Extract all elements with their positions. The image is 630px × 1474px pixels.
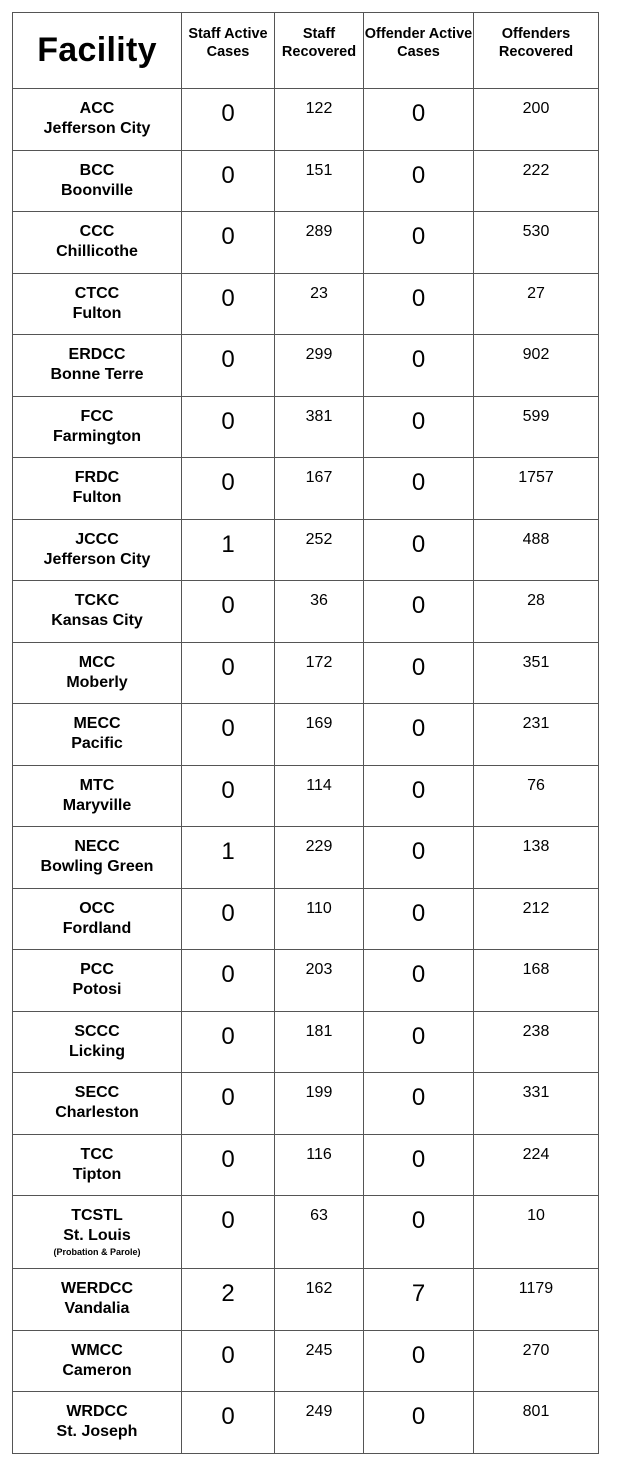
facility-cell [13, 704, 182, 766]
staff-recovered-cell: 229 [275, 827, 364, 889]
staff-recovered-cell: 23 [275, 273, 364, 335]
offenders-recovered-cell: 599 [474, 396, 599, 458]
staff-active-cases-cell: 0 [182, 1073, 275, 1135]
staff-recovered-cell: 169 [275, 704, 364, 766]
staff-active-cases-cell: 0 [182, 335, 275, 397]
table-row [13, 1392, 599, 1454]
facility-code: CCC [79, 223, 115, 240]
offenders-recovered-cell: 200 [474, 89, 599, 151]
offenders-recovered-cell: 28 [474, 581, 599, 643]
offender-active-cases-cell: 0 [364, 765, 474, 827]
offenders-recovered-cell: 488 [474, 519, 599, 581]
header-facility: Facility [13, 13, 182, 89]
facility-cell [13, 888, 182, 950]
staff-recovered-cell: 252 [275, 519, 364, 581]
facility-code: ERDCC [68, 346, 126, 363]
offender-active-cases-cell: 0 [364, 827, 474, 889]
facility-city: Licking [68, 1042, 125, 1060]
staff-recovered-cell: 63 [275, 1196, 364, 1269]
offender-active-cases-cell: 0 [364, 1073, 474, 1135]
facility-cell [13, 519, 182, 581]
facility-code: MECC [73, 715, 121, 732]
table-row [13, 950, 599, 1012]
facility-code: TCC [80, 1145, 114, 1163]
header-offenders-recovered-label: Offenders Recovered [498, 26, 574, 60]
facility-city: Bowling Green [40, 858, 154, 875]
header-staff-active-label: Staff Active Cases [188, 26, 268, 60]
offender-active-cases-cell: 7 [364, 1269, 474, 1331]
table-row [13, 519, 599, 581]
staff-recovered-cell: 203 [275, 950, 364, 1012]
staff-active-cases-cell: 0 [182, 765, 275, 827]
facility-city: Bonne Terre [50, 366, 144, 383]
header-offenders-recovered [474, 13, 599, 89]
staff-recovered-cell: 162 [275, 1269, 364, 1331]
staff-recovered-cell: 122 [275, 89, 364, 151]
facility-code: TCSTL [71, 1207, 123, 1224]
staff-active-cases-cell: 0 [182, 89, 275, 151]
offenders-recovered-cell: 212 [474, 888, 599, 950]
staff-active-cases-cell: 0 [182, 1196, 275, 1269]
facility-city: Jefferson City [43, 120, 151, 137]
staff-active-cases-cell: 0 [182, 212, 275, 274]
offender-active-cases-cell: 0 [364, 273, 474, 335]
staff-recovered-cell: 181 [275, 1011, 364, 1073]
facility-city: St. Louis [63, 1227, 131, 1244]
staff-recovered-cell: 116 [275, 1134, 364, 1196]
facility-code: JCCC [75, 530, 119, 548]
facility-cell [13, 1196, 182, 1269]
table-row [13, 1011, 599, 1073]
table-row [13, 89, 599, 151]
table-row [13, 642, 599, 704]
staff-recovered-cell: 36 [275, 581, 364, 643]
facility-cell [13, 212, 182, 274]
staff-active-cases-cell: 0 [182, 273, 275, 335]
facility-code: ACC [79, 100, 115, 117]
facility-code: TCKC [74, 592, 120, 609]
offenders-recovered-cell: 231 [474, 704, 599, 766]
offenders-recovered-cell: 222 [474, 150, 599, 212]
facility-code: CTCC [74, 284, 120, 302]
offender-active-cases-cell: 0 [364, 642, 474, 704]
staff-active-cases-cell: 0 [182, 704, 275, 766]
offender-active-cases-cell: 0 [364, 1330, 474, 1392]
table-row [13, 827, 599, 889]
staff-recovered-cell: 289 [275, 212, 364, 274]
facility-city: Moberly [66, 673, 128, 691]
offender-active-cases-cell: 0 [364, 458, 474, 520]
offenders-recovered-cell: 27 [474, 273, 599, 335]
facility-city: Potosi [72, 981, 122, 998]
table-row [13, 396, 599, 458]
facility-cell [13, 765, 182, 827]
offenders-recovered-cell: 270 [474, 1330, 599, 1392]
table-body [13, 89, 599, 1454]
facility-cell [13, 1392, 182, 1454]
facility-city: Jefferson City [43, 550, 151, 568]
table-row [13, 1269, 599, 1331]
table-row [13, 212, 599, 274]
offender-active-cases-cell: 0 [364, 888, 474, 950]
facility-code: BCC [79, 161, 115, 179]
table-row [13, 335, 599, 397]
facility-cell [13, 458, 182, 520]
facility-code: OCC [79, 899, 115, 917]
offender-active-cases-cell: 0 [364, 581, 474, 643]
facility-cell [13, 396, 182, 458]
facility-city: Fulton [72, 489, 122, 506]
facility-code: FRDC [74, 469, 120, 486]
facility-city: Fulton [72, 304, 122, 322]
facility-cell [13, 273, 182, 335]
staff-active-cases-cell: 0 [182, 581, 275, 643]
facility-city: Maryville [62, 796, 132, 814]
offender-active-cases-cell: 0 [364, 950, 474, 1012]
table-row [13, 1073, 599, 1135]
offenders-recovered-cell: 1179 [474, 1269, 599, 1331]
offender-active-cases-cell: 0 [364, 89, 474, 151]
facility-city: St. Joseph [56, 1423, 138, 1440]
facility-city: Cameron [62, 1361, 132, 1379]
facility-code: SECC [74, 1084, 120, 1101]
facility-cell [13, 1011, 182, 1073]
staff-active-cases-cell: 0 [182, 1011, 275, 1073]
header-staff-active-cases [182, 13, 275, 89]
staff-active-cases-cell: 0 [182, 642, 275, 704]
offender-active-cases-cell: 0 [364, 1134, 474, 1196]
offender-active-cases-cell: 0 [364, 1392, 474, 1454]
facility-code: WMCC [71, 1341, 123, 1359]
staff-recovered-cell: 381 [275, 396, 364, 458]
table-row [13, 581, 599, 643]
staff-active-cases-cell: 0 [182, 1330, 275, 1392]
facility-code: WRDCC [66, 1403, 128, 1420]
staff-recovered-cell: 245 [275, 1330, 364, 1392]
facility-city: Pacific [71, 735, 123, 752]
facility-city: Farmington [53, 427, 141, 445]
facility-code: PCC [80, 961, 114, 978]
staff-active-cases-cell: 1 [182, 519, 275, 581]
header-offender-active-label: Offender Active Cases [364, 26, 473, 60]
facility-code: MCC [78, 653, 116, 671]
staff-active-cases-cell: 0 [182, 888, 275, 950]
staff-recovered-cell: 167 [275, 458, 364, 520]
table-row [13, 1134, 599, 1196]
facility-cell [13, 89, 182, 151]
header-offender-active-cases [364, 13, 474, 89]
staff-active-cases-cell: 2 [182, 1269, 275, 1331]
table-row [13, 458, 599, 520]
offender-active-cases-cell: 0 [364, 704, 474, 766]
staff-active-cases-cell: 0 [182, 1392, 275, 1454]
facility-code: FCC [80, 407, 114, 425]
facility-cell [13, 1134, 182, 1196]
table-row [13, 273, 599, 335]
table-row [13, 888, 599, 950]
header-staff-recovered [275, 13, 364, 89]
staff-recovered-cell: 110 [275, 888, 364, 950]
table-row [13, 150, 599, 212]
offenders-recovered-cell: 902 [474, 335, 599, 397]
facility-city: Boonville [60, 181, 133, 199]
offender-active-cases-cell: 0 [364, 1196, 474, 1269]
facility-cell [13, 335, 182, 397]
staff-recovered-cell: 151 [275, 150, 364, 212]
facility-cell [13, 1330, 182, 1392]
table-row [13, 1330, 599, 1392]
table-row [13, 1196, 599, 1269]
staff-recovered-cell: 199 [275, 1073, 364, 1135]
offender-active-cases-cell: 0 [364, 1011, 474, 1073]
facility-cell [13, 581, 182, 643]
facility-city: Tipton [72, 1165, 122, 1183]
offenders-recovered-cell: 10 [474, 1196, 599, 1269]
offender-active-cases-cell: 0 [364, 212, 474, 274]
offenders-recovered-cell: 351 [474, 642, 599, 704]
facility-city: Chillicothe [56, 243, 138, 260]
staff-active-cases-cell: 0 [182, 458, 275, 520]
offenders-recovered-cell: 331 [474, 1073, 599, 1135]
facility-city: Fordland [62, 919, 132, 937]
offenders-recovered-cell: 138 [474, 827, 599, 889]
offenders-recovered-cell: 1757 [474, 458, 599, 520]
staff-active-cases-cell: 0 [182, 950, 275, 1012]
offender-active-cases-cell: 0 [364, 150, 474, 212]
staff-recovered-cell: 114 [275, 765, 364, 827]
facility-city: Charleston [55, 1104, 139, 1121]
table-row [13, 704, 599, 766]
offender-active-cases-cell: 0 [364, 519, 474, 581]
staff-active-cases-cell: 0 [182, 1134, 275, 1196]
facility-code: NECC [74, 838, 120, 855]
facility-code: SCCC [74, 1022, 120, 1040]
facility-cell [13, 950, 182, 1012]
staff-recovered-cell: 172 [275, 642, 364, 704]
facility-code: WERDCC [61, 1280, 133, 1297]
facility-city: Kansas City [51, 612, 143, 629]
facility-cell [13, 1073, 182, 1135]
facility-code: MTC [79, 776, 115, 794]
staff-active-cases-cell: 0 [182, 396, 275, 458]
facility-cell [13, 150, 182, 212]
staff-recovered-cell: 299 [275, 335, 364, 397]
staff-active-cases-cell: 0 [182, 150, 275, 212]
offenders-recovered-cell: 76 [474, 765, 599, 827]
facility-cases-table [12, 12, 599, 1454]
staff-recovered-cell: 249 [275, 1392, 364, 1454]
facility-cell [13, 642, 182, 704]
facility-cell [13, 827, 182, 889]
offenders-recovered-cell: 168 [474, 950, 599, 1012]
offenders-recovered-cell: 238 [474, 1011, 599, 1073]
offender-active-cases-cell: 0 [364, 396, 474, 458]
header-staff-recovered-label: Staff Recovered [281, 26, 357, 60]
table-row [13, 765, 599, 827]
facility-cell [13, 1269, 182, 1331]
offenders-recovered-cell: 530 [474, 212, 599, 274]
staff-active-cases-cell: 1 [182, 827, 275, 889]
offenders-recovered-cell: 224 [474, 1134, 599, 1196]
facility-note: (Probation & Parole) [53, 1247, 141, 1257]
facility-city: Vandalia [64, 1300, 130, 1317]
offenders-recovered-cell: 801 [474, 1392, 599, 1454]
offender-active-cases-cell: 0 [364, 335, 474, 397]
header-row [13, 13, 599, 89]
